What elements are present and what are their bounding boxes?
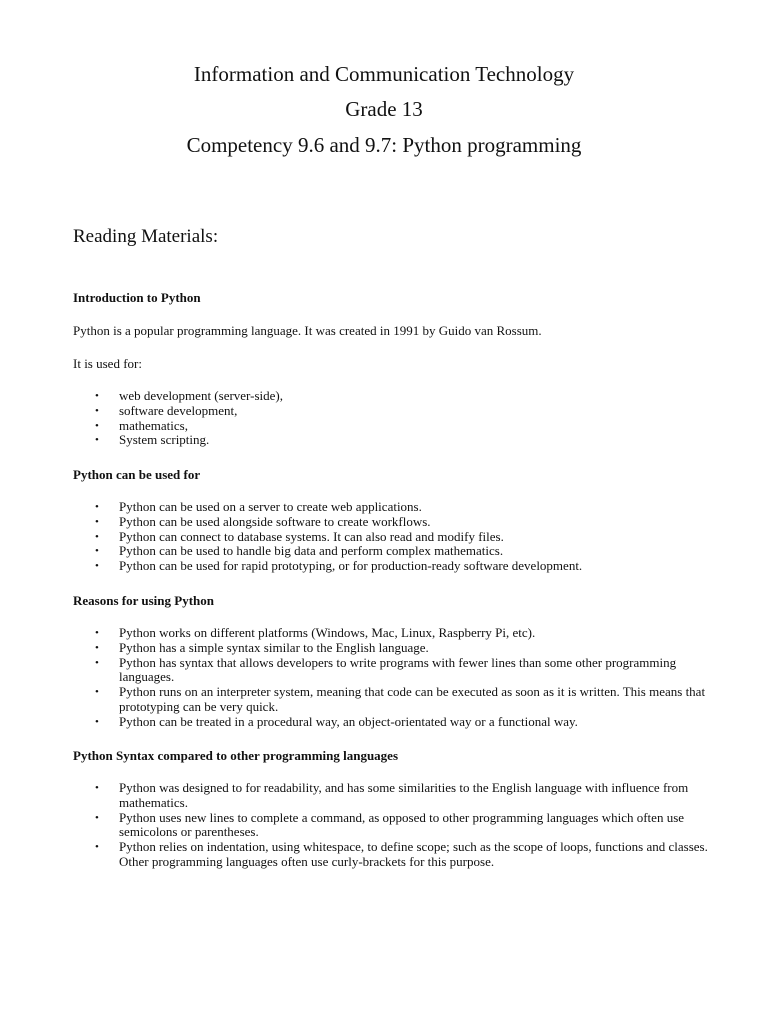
grade-title: Grade 13 <box>345 97 423 121</box>
bullet-icon: • <box>95 515 99 528</box>
intro-heading: Introduction to Python <box>73 290 201 305</box>
list-item: • Python can be treated in a procedural way, an object-orientated way or a functional way. <box>95 713 578 729</box>
bullet-icon: • <box>95 686 99 699</box>
list-item: • Python runs on an interpreter system, meaning that code can be executed as soon as it is written. This means that prototyping can be very quick. <box>95 684 706 714</box>
competency-title: Competency 9.6 and 9.7: Python programming <box>186 133 582 157</box>
used-for-label: It is used for: <box>73 356 142 371</box>
list-item: • Python can be used on a server to create web applications. <box>95 499 422 514</box>
document-title: Information and Communication Technology <box>193 62 575 86</box>
bullet-icon: • <box>95 641 99 654</box>
list-item: • Python can connect to database systems. It can also read and modify files. <box>95 528 504 544</box>
bullet-icon: • <box>95 434 99 447</box>
list-item: • Python was designed to for readability, and has some similarities to the English language with influence from mathematics. <box>95 780 689 810</box>
bullet-icon: • <box>95 419 99 432</box>
bullet-icon: • <box>95 841 99 854</box>
bullet-icon: • <box>95 404 99 417</box>
can-be-used-heading: Python can be used for <box>73 467 201 482</box>
list-item: • Python can be used alongside software to create workflows. <box>95 513 431 529</box>
list-item: • Python can be used to handle big data and perform complex mathematics. <box>95 543 504 559</box>
bullet-icon: • <box>95 627 99 639</box>
syntax-list <box>0 781 714 870</box>
can-be-used-list <box>0 500 714 574</box>
list-item: • Python relies on indentation, using whitespace, to define scope; such as the scope of loops, functions and classes. Other programming languages often use curly-brackets for this purpose. <box>95 839 708 869</box>
bullet-icon: • <box>95 782 99 794</box>
list-item: • Python has syntax that allows developers to write programs with fewer lines than some other programming languages. <box>95 654 677 685</box>
bullet-icon: • <box>95 656 99 669</box>
bullet-icon: • <box>95 715 99 728</box>
used-for-list <box>0 389 714 448</box>
bullet-icon: • <box>95 560 99 573</box>
list-item: • Python can be used for rapid prototyping, or for production-ready software development. <box>95 558 583 574</box>
bullet-icon: • <box>95 811 99 824</box>
list-item: • Python has a simple syntax similar to the English language. <box>95 639 429 655</box>
list-item: • software development, <box>95 402 238 418</box>
reasons-heading: Reasons for using Python <box>73 593 214 608</box>
list-item: • System scripting. <box>95 432 210 448</box>
reading-materials-heading: Reading Materials: <box>73 226 219 247</box>
list-item: • Python works on different platforms (Windows, Mac, Linux, Raspberry Pi, etc). <box>95 625 536 640</box>
list-item: • Python uses new lines to complete a command, as opposed to other programming languages which often use semicolons or parentheses. <box>95 809 685 840</box>
intro-paragraph: Python is a popular programming language. It was created in 1991 by Guido van Rossum. <box>73 323 542 338</box>
reasons-list <box>0 626 714 730</box>
syntax-heading: Python Syntax compared to other programming languages <box>73 748 399 763</box>
list-item: • mathematics, <box>95 417 188 433</box>
bullet-icon: • <box>95 390 99 402</box>
bullet-icon: • <box>95 530 99 543</box>
list-item: • web development (server-side), <box>95 388 283 403</box>
bullet-icon: • <box>95 501 99 513</box>
bullet-icon: • <box>95 545 99 558</box>
